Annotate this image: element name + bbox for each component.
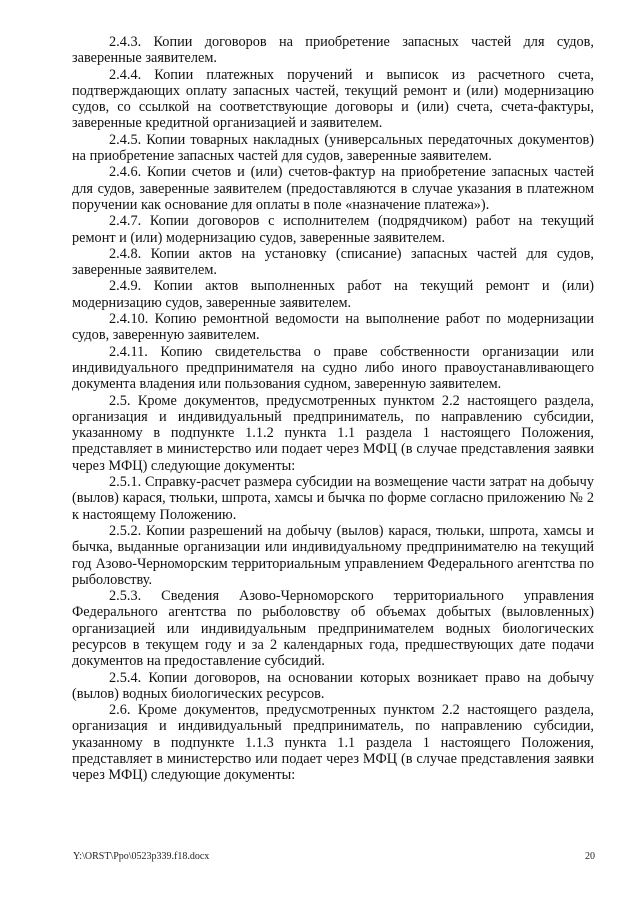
paragraph-2-5: 2.5. Кроме документов, предусмотренных пунктом 2.2 настоящего раздела, организация и индивидуальный предприниматель, по направлению субсидии, указанному в подпункте 1.1.2 пункта 1.1 раздела 1 настоящего Положения, представляет в министерство или подает через МФЦ (в случае представления заявки через МФЦ) следующие документы: [72,392,594,474]
paragraph-2-5-2: 2.5.2. Копии разрешений на добычу (вылов) карася, тюльки, шпрота, хамсы и бычка, выданные организации или индивидуальному предпринимателю на текущий год Азово-Черноморским территориальным управлением Федерального агентства по рыболовству. [72,522,594,588]
paragraph-2-4-4: 2.4.4. Копии платежных поручений и выписок из расчетного счета, подтверждающих оплату запасных частей, текущий ремонт и (или) модернизацию судов, со ссылкой на соответствующие договоры и (или) счета, счета-фактуры, заверенные кредитной организацией и заявителем. [72,66,594,132]
document-body [72,34,594,784]
paragraph-2-4-5: 2.4.5. Копии товарных накладных (универсальных передаточных документов) на приобретение запасных частей для судов, заверенные заявителем. [72,131,594,165]
paragraph-2-4-6: 2.4.6. Копии счетов и (или) счетов-фактур на приобретение запасных частей для судов, заверенные заявителем (предоставляются в случае указания в платежном поручении как основание для оплаты в поле «назначение платежа»). [72,164,594,213]
file-path: Y:\ORST\Ppo\0523p339.f18.docx [73,851,210,862]
paragraph-2-4-3: 2.4.3. Копии договоров на приобретение запасных частей для судов, заверенные заявителем. [72,34,594,67]
page-number: 20 [585,851,595,862]
paragraph-2-4-8: 2.4.8. Копии актов на установку (списание) запасных частей для судов, заверенные заявителем. [72,245,594,279]
paragraph-2-6: 2.6. Кроме документов, предусмотренных пунктом 2.2 настоящего раздела, организация и индивидуальный предприниматель, по направлению субсидии, указанному в подпункте 1.1.3 пункта 1.1 раздела 1 настоящего Положения, представляет в министерство или подает через МФЦ (в случае представления заявки через МФЦ) следующие документы: [72,702,594,784]
paragraph-2-4-11: 2.4.11. Копию свидетельства о праве собственности организации или индивидуального предпринимателя на судно либо иного правоустанавливающего документа владения или пользования судном, заверенную заявителем. [72,343,594,393]
paragraph-2-5-3: 2.5.3. Сведения Азово-Черноморского территориального управления Федерального агентства по рыболовству об объемах добытых (выловленных) организацией или индивидуальным предпринимателем водных биологических ресурсов в текущем году и за 2 календарных года, предшествующих дате подачи документов на предоставление субсидий. [72,588,594,670]
paragraph-2-5-1: 2.5.1. Справку-расчет размера субсидии на возмещение части затрат на добычу (вылов) карася, тюльки, шпрота, хамсы и бычка по форме согласно приложению № 2 к настоящему Положению. [72,474,594,523]
paragraph-2-4-9: 2.4.9. Копии актов выполненных работ на текущий ремонт и (или) модернизацию судов, заверенные заявителем. [72,278,594,311]
paragraph-2-4-10: 2.4.10. Копию ремонтной ведомости на выполнение работ по модернизации судов, заверенную заявителем. [72,311,594,344]
page-footer [73,851,595,865]
paragraph-2-5-4: 2.5.4. Копии договоров, на основании которых возникает право на добычу (вылов) водных биологических ресурсов. [72,669,594,702]
paragraph-2-4-7: 2.4.7. Копии договоров с исполнителем (подрядчиком) работ на текущий ремонт и (или) модернизацию судов, заверенные заявителем. [72,213,594,246]
